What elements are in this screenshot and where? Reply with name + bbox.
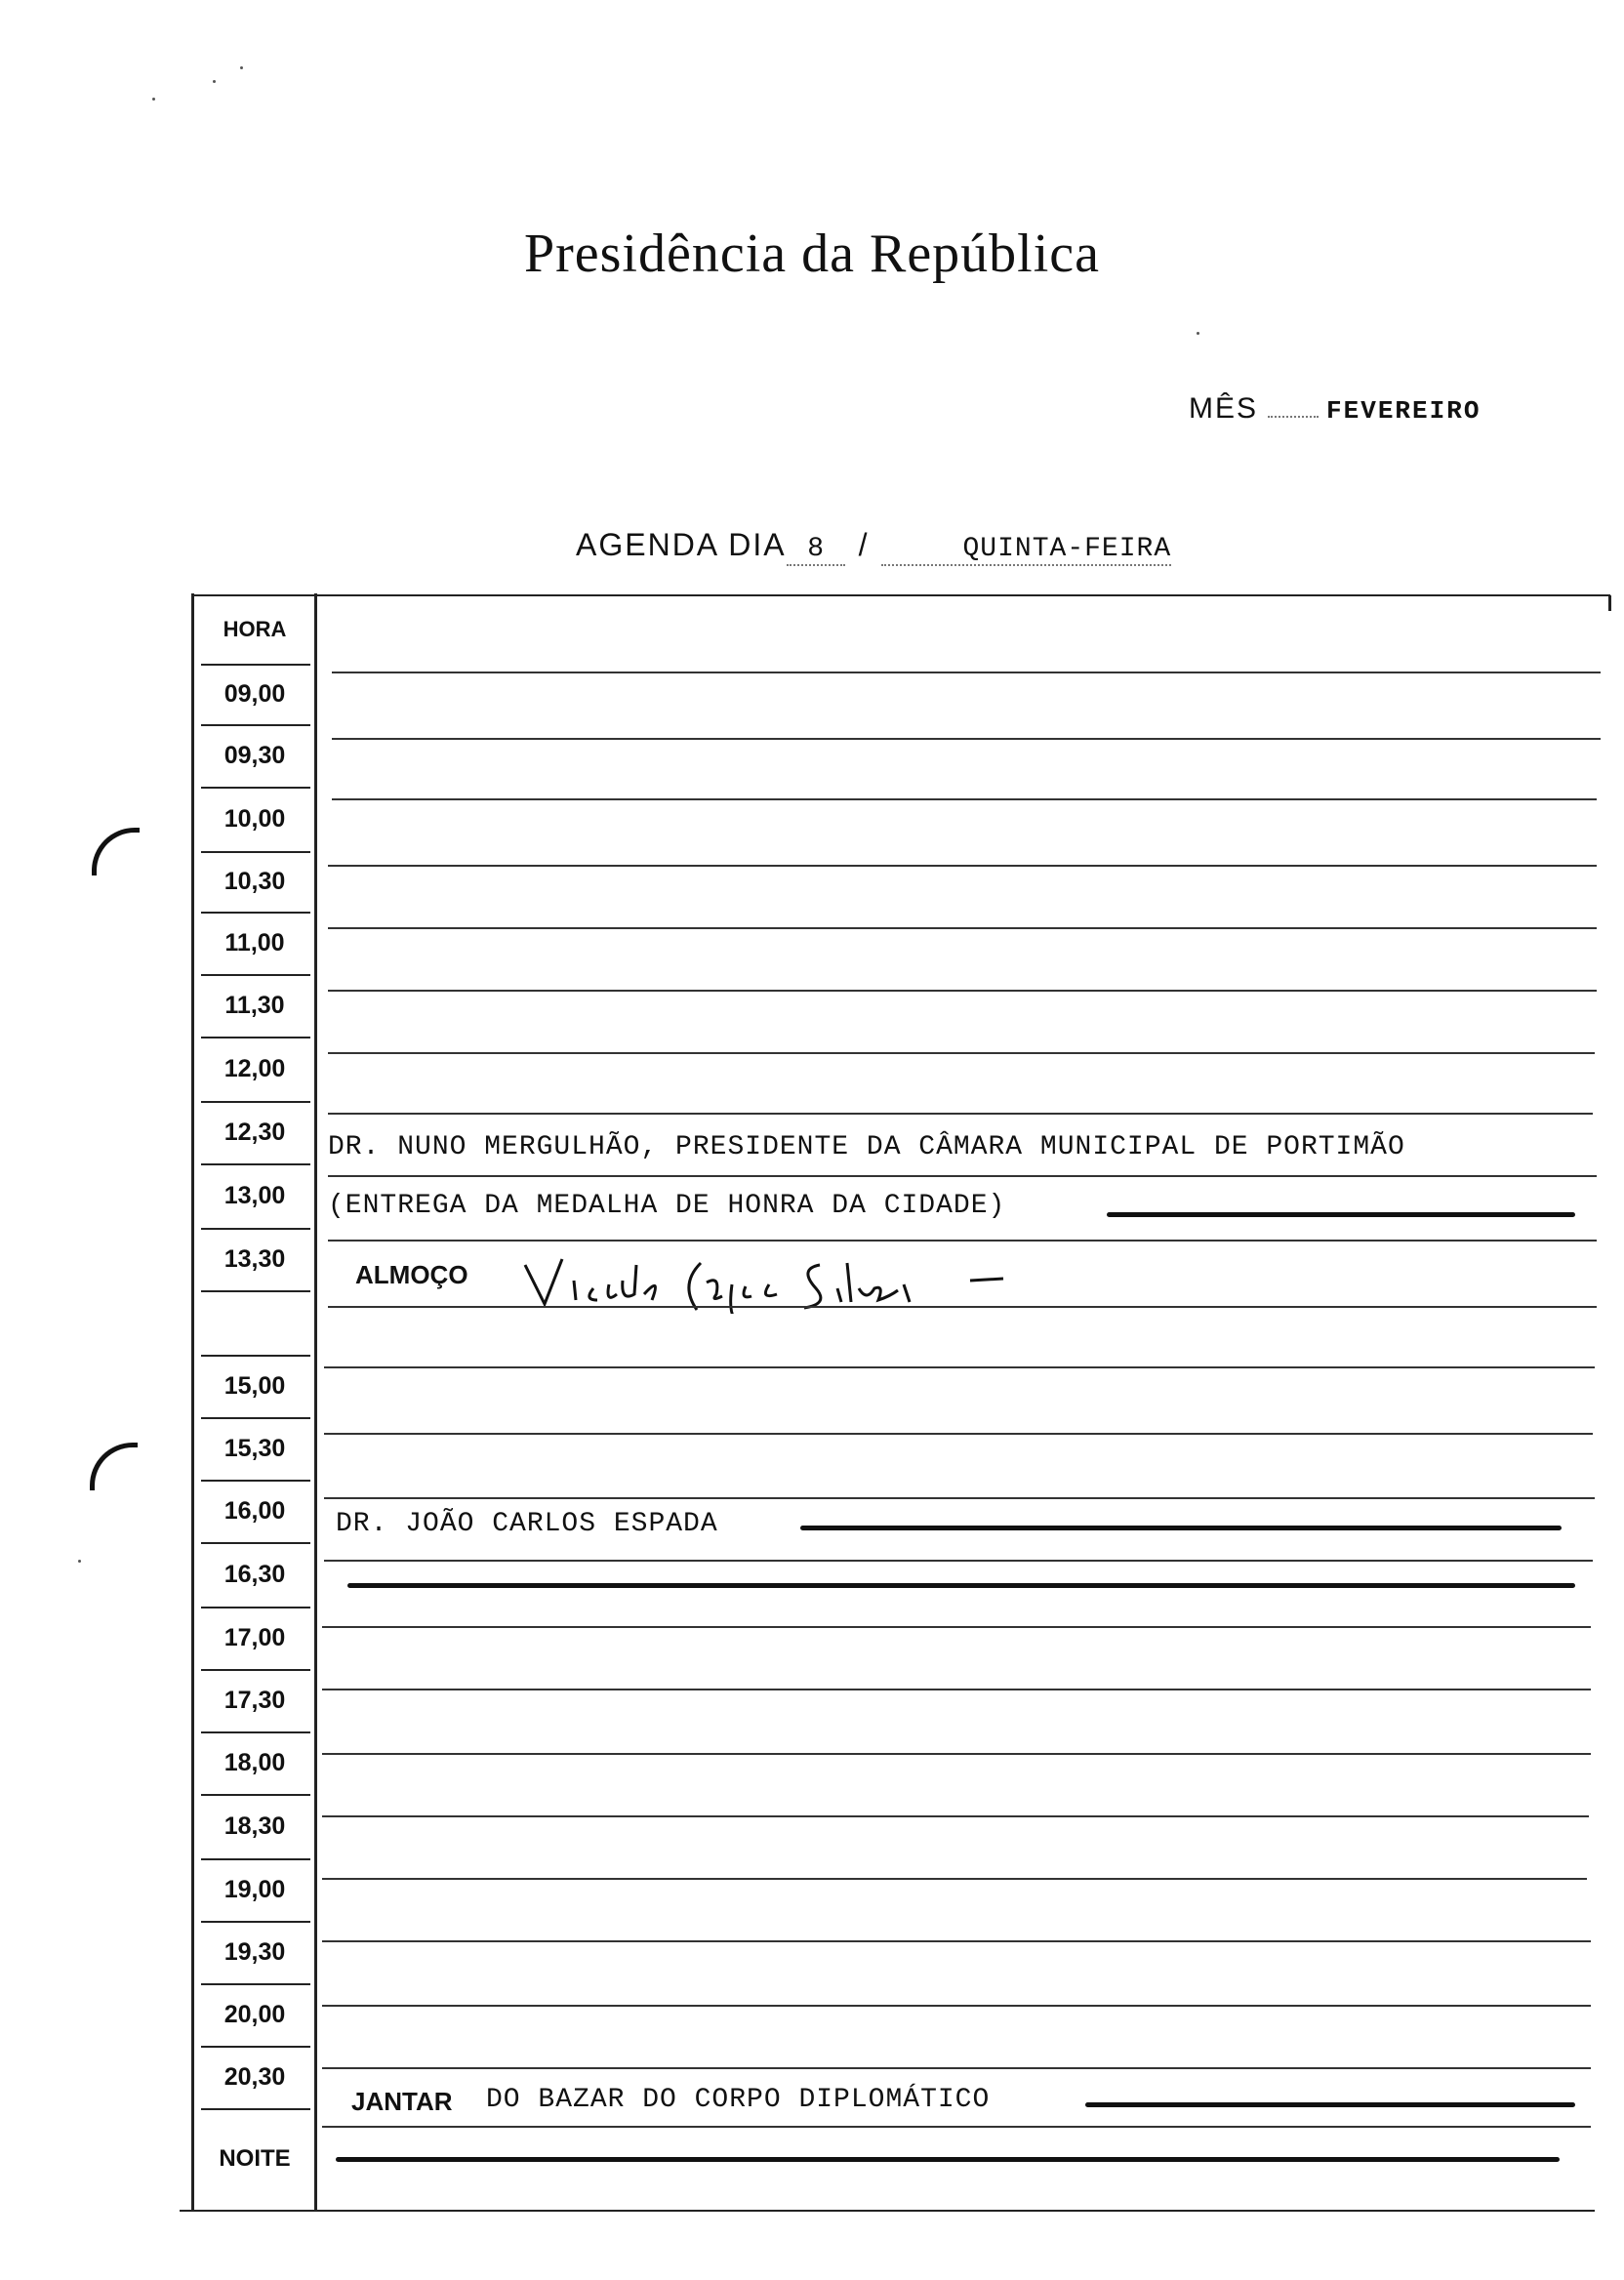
entry-row-rule [322, 1689, 1591, 1690]
entry-row-rule [328, 1113, 1593, 1115]
hour-label: 15,00 [223, 1372, 286, 1400]
table-top-border [193, 594, 1610, 596]
hour-label: 15,30 [223, 1435, 286, 1462]
entry-row-rule [322, 1815, 1589, 1817]
entry-row-rule [322, 1753, 1591, 1755]
page-title: Presidência da República [523, 224, 1100, 284]
hour-label: 13,30 [223, 1245, 286, 1273]
scan-speck [152, 98, 155, 101]
month-row [1189, 392, 1481, 426]
entry-2030-strike [1085, 2102, 1575, 2107]
hour-row-rule [201, 1101, 310, 1103]
scan-speck [213, 80, 216, 83]
day-number: 8 [787, 534, 845, 566]
entry-row-rule [322, 1940, 1591, 1942]
hour-column-divider [314, 593, 317, 2212]
hour-label: 17,30 [223, 1687, 286, 1714]
entry-1630-strike [347, 1583, 1575, 1588]
scan-speck [1197, 332, 1199, 335]
entry-row-rule [322, 2067, 1591, 2069]
hour-row-rule [201, 974, 310, 976]
hour-header-rule [201, 664, 310, 666]
entry-row-rule [322, 1878, 1587, 1880]
hour-label: 11,30 [224, 992, 285, 1019]
month-dotted-line [1268, 408, 1319, 418]
entry-row-rule [322, 1626, 1591, 1628]
month-label: MÊS [1189, 392, 1259, 425]
hour-label: 16,00 [223, 1497, 286, 1525]
entry-2030-label: JANTAR [351, 2087, 453, 2116]
hour-row-rule [201, 1669, 310, 1671]
entry-1600-strike [800, 1526, 1562, 1530]
entry-2030-text: DO BAZAR DO CORPO DIPLOMÁTICO [486, 2085, 991, 2115]
hour-row-rule [201, 1037, 310, 1038]
entry-1300: (ENTREGA DA MEDALHA DE HONRA DA CIDADE) [328, 1191, 1006, 1221]
entry-1230: DR. NUNO MERGULHÃO, PRESIDENTE DA CÂMARA MUNICIPAL DE PORTIMÃO [328, 1132, 1405, 1162]
hour-row-rule [201, 724, 310, 726]
entry-row-rule [328, 1306, 1597, 1308]
hour-row-rule [201, 1417, 310, 1419]
hour-label: 10,30 [223, 868, 286, 895]
hour-row-rule [201, 1921, 310, 1923]
scan-speck [240, 66, 243, 69]
handwritten-signature [515, 1245, 1042, 1314]
entry-row-rule [332, 738, 1601, 740]
entry-row-rule [322, 2126, 1591, 2128]
entry-row-rule [324, 1366, 1595, 1368]
hour-label: 11,00 [224, 929, 285, 957]
hour-label: 12,30 [223, 1119, 286, 1146]
date-separator: / [858, 527, 868, 562]
entry-row-rule [328, 1175, 1597, 1177]
entry-row-rule [328, 865, 1597, 867]
entry-1330-signature [515, 1245, 1042, 1323]
hour-label: 19,30 [223, 1938, 286, 1966]
hour-label: 12,00 [223, 1055, 286, 1082]
entry-row-rule [324, 1560, 1593, 1562]
hour-label: 09,30 [223, 742, 286, 769]
weekday: QUINTA-FEIRA [881, 534, 1172, 566]
entry-row-rule [328, 1240, 1597, 1242]
table-bottom-border [180, 2210, 1595, 2212]
hour-row-rule [201, 1228, 310, 1230]
entry-row-rule [324, 1433, 1593, 1435]
hour-row-rule [201, 851, 310, 853]
hour-row-rule [201, 1163, 310, 1165]
entry-row-rule [322, 2005, 1591, 2007]
hour-row-rule [201, 1731, 310, 1733]
hour-row-rule [201, 1355, 310, 1357]
hour-label: 19,00 [223, 1876, 286, 1903]
binder-hole-mark [90, 1443, 138, 1490]
entry-row-rule [332, 798, 1597, 800]
hour-label: 18,00 [223, 1749, 286, 1776]
table-right-border [1608, 595, 1611, 611]
hour-label: 17,00 [223, 1624, 286, 1651]
hour-label: 20,00 [223, 2001, 286, 2028]
hour-row-rule [201, 1858, 310, 1860]
hour-label: 09,00 [223, 680, 286, 708]
month-value: FEVEREIRO [1326, 396, 1482, 426]
hour-label: 13,00 [223, 1182, 286, 1209]
agenda-label: AGENDA DIA [576, 527, 787, 562]
hour-label: 20,30 [223, 2063, 286, 2091]
hour-row-rule [201, 1480, 310, 1482]
entry-1600: DR. JOÃO CARLOS ESPADA [336, 1509, 718, 1539]
hour-row-rule [201, 787, 310, 789]
hour-row-rule [201, 1794, 310, 1796]
entry-row-rule [328, 1052, 1595, 1054]
hour-row-rule [201, 1983, 310, 1985]
hour-row-rule [201, 2046, 310, 2048]
hour-label: 18,30 [223, 1812, 286, 1840]
table-left-border [191, 593, 194, 2212]
hour-row-rule [201, 1542, 310, 1544]
entry-noite-strike [336, 2157, 1560, 2162]
entry-1330-label: ALMOÇO [355, 1260, 468, 1289]
entry-1300-strike [1107, 1212, 1575, 1217]
entry-row-rule [332, 672, 1601, 673]
binder-hole-mark [92, 828, 140, 875]
agenda-day-row [576, 527, 1171, 566]
entry-row-rule [328, 990, 1597, 992]
hour-row-rule [201, 1607, 310, 1608]
hour-row-rule [201, 1290, 310, 1292]
hour-row-rule [201, 912, 310, 914]
entry-row-rule [324, 1497, 1595, 1499]
hour-label: 10,00 [223, 805, 286, 833]
hour-label: NOITE [219, 2145, 291, 2172]
hour-row-rule [201, 2108, 310, 2110]
entry-row-rule [328, 927, 1597, 929]
hour-label: 16,30 [223, 1561, 286, 1588]
scan-speck [78, 1560, 81, 1563]
hour-header: HORA [223, 617, 287, 641]
